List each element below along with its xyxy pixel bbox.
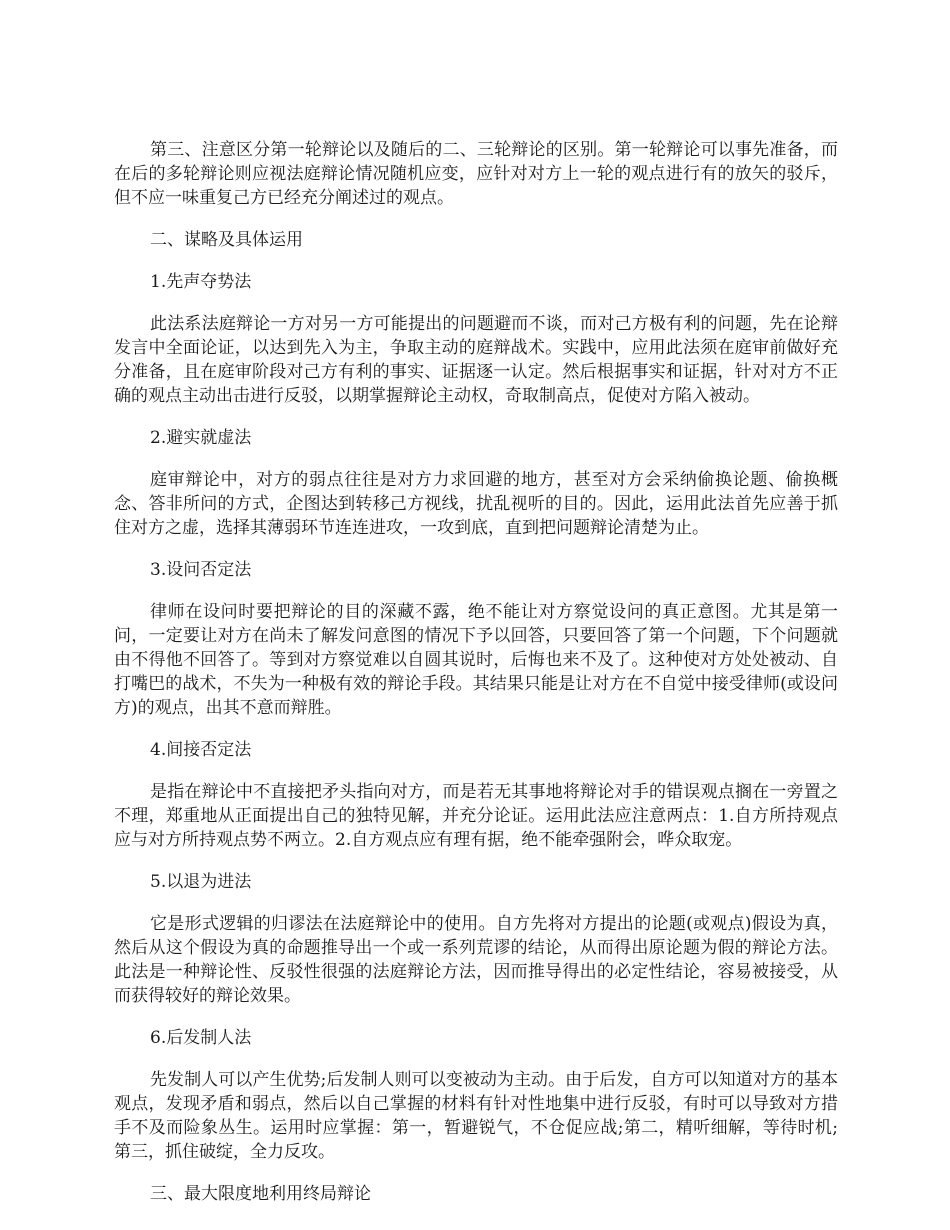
paragraph-indirect-negation: 是指在辩论中不直接把矛头指向对方，而是若无其事地将辩论对手的错误观点搁在一旁置之不理，郑重地从正面提出自己的独特见解，并充分论证。运用此法应注意两点：1.自方所持观点应与对方所持观点势不两立。2.自方观点应有理有据，绝不能牵强附会，哗众取宠。 — [114, 782, 838, 850]
subheading-question-negation: 3.设问否定法 — [150, 560, 252, 580]
subheading-retreat-advance: 5.以退为进法 — [150, 872, 252, 892]
paragraph-counter-strike: 先发制人可以产生优势;后发制人则可以变被动为主动。由于后发，自方可以知道对方的基本观点，发现矛盾和弱点，然后以自己掌握的材料有针对性地集中进行反驳，有时可以导致对方措手不及而险象丛生。运用时应掌握：第一，暂避锐气，不仓促应战;第二，精听细解，等待时机;第三，抓住破绽，全力反攻。 — [114, 1070, 838, 1162]
paragraph-retreat-advance: 它是形式逻辑的归谬法在法庭辩论中的使用。自方先将对方提出的论题(或观点)假设为真，然后从这个假设为真的命题推导出一个或一系列荒谬的结论，从而得出原论题为假的辩论方法。此法是一种辩论性、反驳性很强的法庭辩论方法，因而推导得出的必定性结论，容易被接受，从而获得较好的辩论效果。 — [114, 914, 838, 1006]
section-heading-final-debate: 三、最大限度地利用终局辩论 — [150, 1184, 371, 1204]
paragraph-question-negation: 律师在设问时要把辩论的目的深藏不露，绝不能让对方察觉设问的真正意图。尤其是第一问，一定要让对方在尚未了解发问意图的情况下予以回答，只要回答了第一个问题，下个问题就由不得他不回答了。等到对方察觉难以自圆其说时，后悔也来不及了。这种使对方处处被动、自打嘴巴的战术，不失为一种极有效的辩论手段。其结果只能是让对方在不自觉中接受律师(或设问方)的观点，出其不意而辩胜。 — [114, 602, 838, 718]
subheading-counter-strike: 6.后发制人法 — [150, 1028, 252, 1048]
subheading-indirect-negation: 4.间接否定法 — [150, 740, 252, 760]
paragraph-preemptive: 此法系法庭辩论一方对另一方可能提出的问题避而不谈，而对己方极有利的问题，先在论辩发言中全面论证，以达到先入为主，争取主动的庭辩战术。实践中，应用此法须在庭审前做好充分准备，且在庭审阶段对己方有利的事实、证据逐一认定。然后根据事实和证据，针对对方不正确的观点主动出击进行反驳，以期掌握辩论主动权，奇取制高点，促使对方陷入被动。 — [114, 314, 838, 406]
paragraph-round-distinction: 第三、注意区分第一轮辩论以及随后的二、三轮辩论的区别。第一轮辩论可以事先准备，而在后的多轮辩论则应视法庭辩论情况随机应变，应针对对方上一轮的观点进行有的放矢的驳斥，但不应一味重复己方已经充分阐述过的观点。 — [114, 140, 838, 208]
subheading-avoid-strength: 2.避实就虚法 — [150, 428, 252, 448]
subheading-preemptive: 1.先声夺势法 — [150, 272, 252, 292]
paragraph-avoid-strength: 庭审辩论中，对方的弱点往往是对方力求回避的地方，甚至对方会采纳偷换论题、偷换概念、答非所问的方式，企图达到转移己方视线，扰乱视听的目的。因此，运用此法首先应善于抓住对方之虚，选择其薄弱环节连连进攻，一攻到底，直到把问题辩论清楚为止。 — [114, 470, 838, 538]
section-heading-strategy: 二、谋略及具体运用 — [150, 230, 303, 250]
